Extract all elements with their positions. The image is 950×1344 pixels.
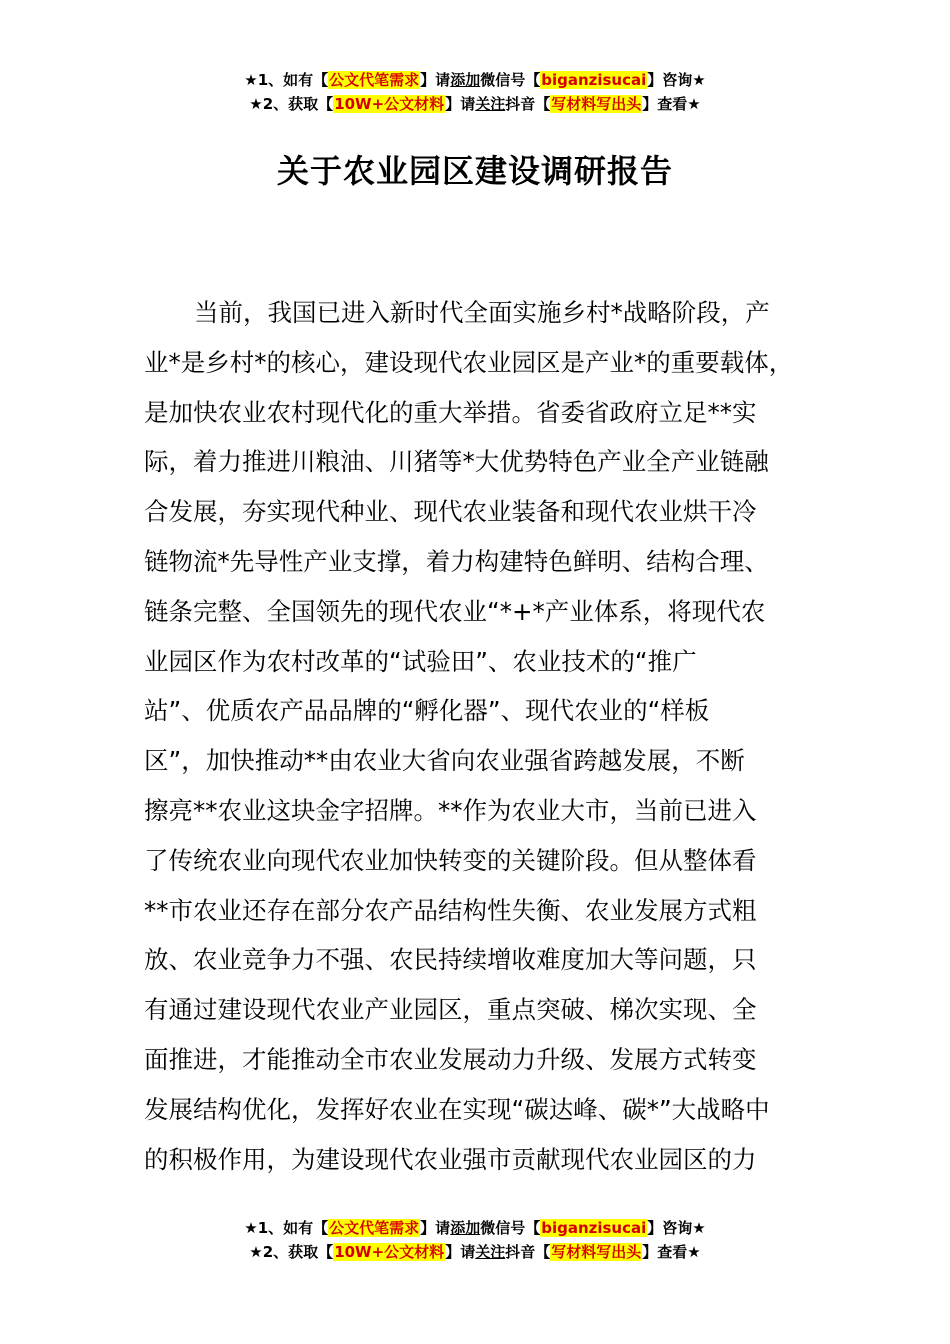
highlight-materials: 10W+公文材料 — [334, 1243, 445, 1261]
highlight-douyin-account: 写材料写出头 — [551, 1243, 642, 1261]
paragraph-line: 擦亮**农业这块金字招牌。**作为农业大市，当前已进入 — [144, 795, 757, 825]
paragraph-line: 业*是乡村*的核心，建设现代农业园区是产业*的重要载体， — [144, 347, 794, 377]
banner-line-2 — [0, 92, 950, 116]
highlight-wechat-id: biganzisucai — [541, 1219, 647, 1237]
underlined-text: 关注 — [475, 95, 506, 113]
banner-line-1 — [0, 1216, 950, 1240]
paragraph-line: 业园区作为农村改革的“试验田”、农业技术的“推广 — [144, 646, 697, 676]
banner-line-2 — [0, 1240, 950, 1264]
highlight-materials: 10W+公文材料 — [334, 95, 445, 113]
paragraph-line: 是加快农业农村现代化的重大举措。省委省政府立足**实 — [144, 397, 757, 427]
paragraph-line: 际，着力推进川粮油、川猪等*大优势特色产业全产业链融 — [144, 447, 769, 477]
paragraph-line: 发展结构优化，发挥好农业在实现“碳达峰、碳*”大战略中 — [144, 1094, 770, 1124]
document-title: 关于农业园区建设调研报告 — [276, 152, 673, 190]
banner-text: 】咨询★ — [647, 71, 706, 89]
paragraph-line: **市农业还存在部分农产品结构性失衡、农业发展方式粗 — [144, 895, 757, 925]
banner-text: 微信号【 — [480, 71, 541, 89]
banner-text: 】查看★ — [642, 1243, 701, 1261]
banner-text: 】请 — [445, 1243, 476, 1261]
paragraph-line: 当前，我国已进入新时代全面实施乡村*战略阶段，产 — [194, 298, 770, 327]
paragraph-line: 放、农业竞争力不强、农民持续增收难度加大等问题，只 — [144, 945, 757, 975]
highlight-service: 公文代笔需求 — [329, 71, 420, 89]
paragraph-line: 链物流*先导性产业支撑，着力构建特色鲜明、结构合理、 — [144, 546, 769, 576]
underlined-text: 关注 — [475, 1243, 506, 1261]
footer-banner — [0, 1216, 950, 1264]
banner-text: ★2、获取【 — [249, 1243, 334, 1261]
banner-text: 微信号【 — [480, 1219, 541, 1237]
header-banner — [0, 68, 950, 116]
paragraph-line: 合发展，夯实现代种业、现代农业装备和现代农业烘干冷 — [144, 497, 757, 527]
paragraph-line: 链条完整、全国领先的现代农业“*+*产业体系，将现代农 — [144, 596, 766, 626]
paragraph-line: 有通过建设现代农业产业园区，重点突破、梯次实现、全 — [144, 995, 757, 1025]
banner-text: 】请 — [420, 1219, 451, 1237]
banner-text: 】查看★ — [642, 95, 701, 113]
paragraph-line: 站”、优质农产品品牌的“孵化器”、现代农业的“样板 — [144, 696, 710, 726]
banner-text: 】请 — [420, 71, 451, 89]
banner-text: ★1、如有【 — [244, 71, 329, 89]
highlight-wechat-id: biganzisucai — [541, 71, 647, 89]
banner-text: 抖音【 — [505, 95, 551, 113]
underlined-text: 添加 — [450, 1219, 481, 1237]
paragraph-line: 的积极作用，为建设现代农业强市贡献现代农业园区的力 — [144, 1144, 757, 1174]
paragraph-line: 面推进，才能推动全市农业发展动力升级、发展方式转变 — [144, 1044, 757, 1074]
banner-text: 抖音【 — [505, 1243, 551, 1261]
banner-text: ★1、如有【 — [244, 1219, 329, 1237]
paragraph-line: 了传统农业向现代农业加快转变的关键阶段。但从整体看 — [144, 845, 757, 875]
banner-text: ★2、获取【 — [249, 95, 334, 113]
banner-text: 】请 — [445, 95, 476, 113]
highlight-douyin-account: 写材料写出头 — [551, 95, 642, 113]
underlined-text: 添加 — [450, 71, 481, 89]
highlight-service: 公文代笔需求 — [329, 1219, 420, 1237]
paragraph-line: 区”，加快推动**由农业大省向农业强省跨越发展，不断 — [144, 746, 745, 776]
body-paragraph — [144, 288, 816, 1184]
banner-text: 】咨询★ — [647, 1219, 706, 1237]
banner-line-1 — [0, 68, 950, 92]
